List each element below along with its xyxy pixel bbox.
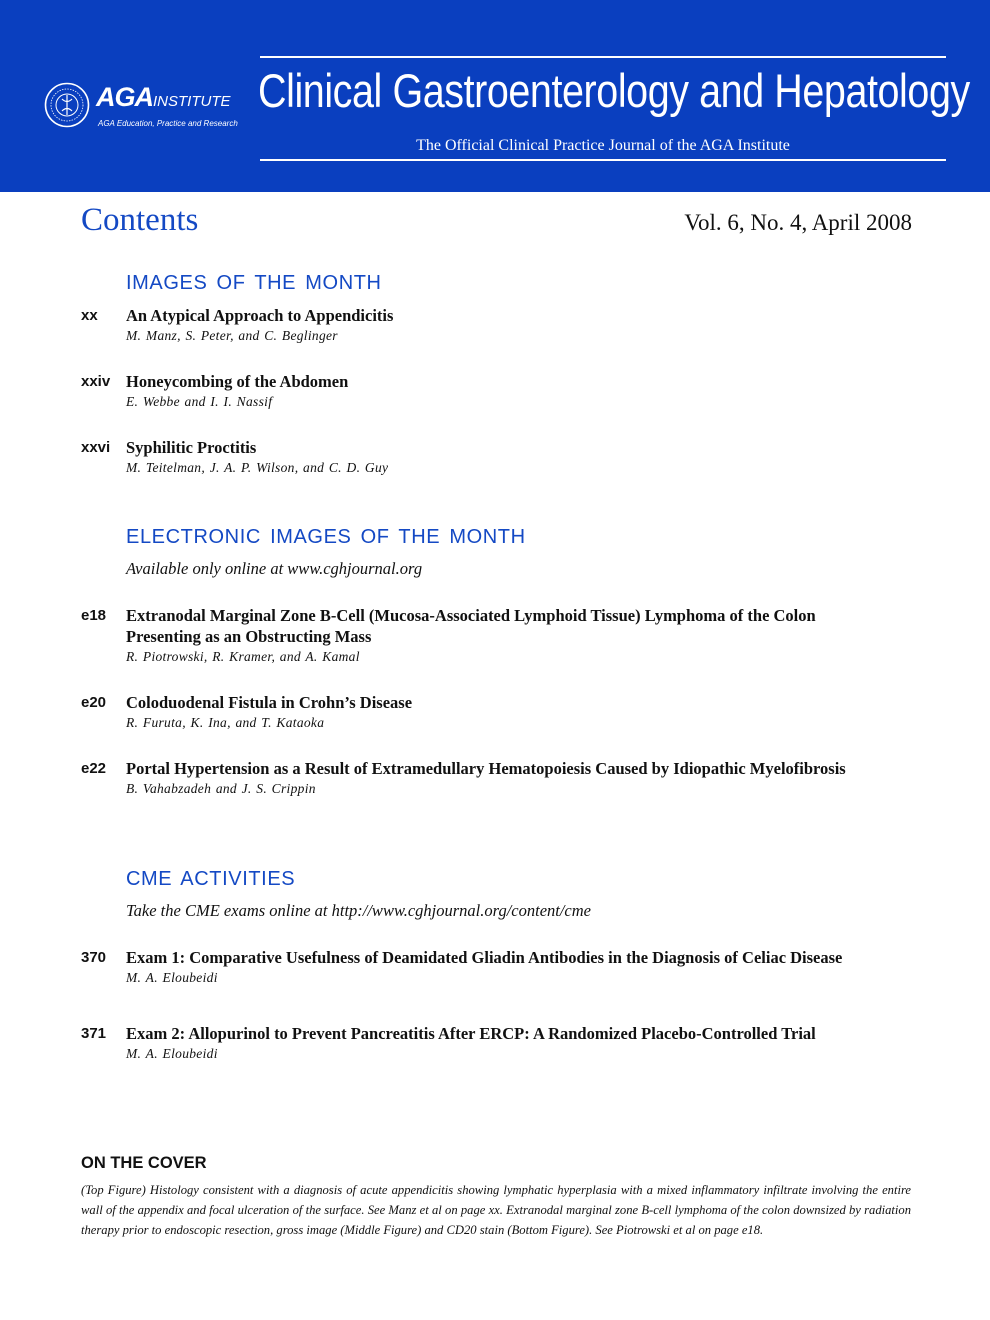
section-note-online: Available only online at www.cghjournal.org bbox=[126, 559, 423, 578]
cover-heading: ON THE COVER bbox=[81, 1154, 207, 1172]
journal-banner bbox=[0, 0, 990, 192]
entry-title: Syphilitic Proctitis bbox=[126, 438, 257, 457]
entry-authors: M. A. Eloubeidi bbox=[126, 970, 218, 985]
toc-entry[interactable] bbox=[81, 371, 871, 412]
section-heading-electronic-images: ELECTRONIC IMAGES OF THE MONTH bbox=[126, 526, 526, 548]
entry-page: 370 bbox=[81, 949, 107, 966]
toc-entry[interactable] bbox=[81, 758, 871, 799]
entry-title: Portal Hypertension as a Result of Extramedullary Hematopoiesis Caused by Idiopathic Myelofibrosis bbox=[126, 759, 846, 778]
section-heading-cme-activities: CME ACTIVITIES bbox=[126, 868, 296, 890]
entry-authors: R. Piotrowski, R. Kramer, and A. Kamal bbox=[126, 649, 360, 664]
toc-entry[interactable] bbox=[81, 692, 871, 733]
entry-title: An Atypical Approach to Appendicitis bbox=[126, 306, 394, 325]
toc-entry[interactable] bbox=[81, 947, 871, 988]
entry-page: e20 bbox=[81, 694, 107, 711]
entry-title: Honeycombing of the Abdomen bbox=[126, 372, 349, 391]
logo-brand: AGA bbox=[96, 82, 153, 112]
toc-entry[interactable] bbox=[81, 605, 871, 667]
aga-seal-icon bbox=[44, 82, 90, 128]
entry-authors: E. Webbe and I. I. Nassif bbox=[126, 394, 273, 409]
entry-authors: M. A. Eloubeidi bbox=[126, 1046, 218, 1061]
contents-heading: Contents bbox=[81, 202, 199, 238]
volume-info: Vol. 6, No. 4, April 2008 bbox=[684, 210, 912, 235]
entry-page: e22 bbox=[81, 760, 107, 777]
section-note-cme: Take the CME exams online at http://www.cghjournal.org/content/cme bbox=[126, 901, 591, 920]
entry-title: Extranodal Marginal Zone B-Cell (Mucosa-Associated Lymphoid Tissue) Lymphoma of the Colon Presenting as an Obstructing Mass bbox=[126, 606, 816, 646]
entry-authors: B. Vahabzadeh and J. S. Crippin bbox=[126, 781, 316, 796]
cover-description: (Top Figure) Histology consistent with a diagnosis of acute appendicitis showing lymphatic hyperplasia with a mixed inflammatory infiltrate involving the entire wall of the appendix and focal ulceration of the surface. See Manz et al on page xx. Extranodal marginal zone B-cell lymphoma of the colon downsized by radiation therapy prior to endoscopic resection, gross image (Middle Figure) and CD20 stain (Bottom Figure). See Piotrowski et al on page e18. bbox=[81, 1183, 911, 1237]
entry-authors: M. Teitelman, J. A. P. Wilson, and C. D. Guy bbox=[126, 460, 389, 475]
aga-institute-logo bbox=[44, 80, 254, 136]
entry-title: Exam 2: Allopurinol to Prevent Pancreatitis After ERCP: A Randomized Placebo-Controlled Trial bbox=[126, 1024, 816, 1043]
entry-page: xx bbox=[81, 307, 98, 324]
entry-title: Coloduodenal Fistula in Crohn’s Disease bbox=[126, 693, 413, 712]
entry-authors: R. Furuta, K. Ina, and T. Kataoka bbox=[126, 715, 325, 730]
toc-entry[interactable] bbox=[81, 1023, 871, 1064]
entry-page: xxiv bbox=[81, 373, 111, 390]
logo-tagline: AGA Education, Practice and Research bbox=[98, 119, 238, 128]
section-heading-images-of-the-month: IMAGES OF THE MONTH bbox=[126, 272, 382, 294]
logo-suffix: INSTITUTE bbox=[153, 93, 231, 110]
banner-rule-bottom bbox=[260, 159, 946, 161]
entry-page: 371 bbox=[81, 1025, 107, 1042]
entry-page: e18 bbox=[81, 607, 107, 624]
banner-rule-top bbox=[260, 56, 946, 58]
journal-title: Clinical Gastroenterology and Hepatology bbox=[258, 64, 970, 117]
entry-title: Exam 1: Comparative Usefulness of Deamidated Gliadin Antibodies in the Diagnosis of Celiac Disease bbox=[126, 948, 843, 967]
entry-authors: M. Manz, S. Peter, and C. Beglinger bbox=[126, 328, 338, 343]
journal-subtitle: The Official Clinical Practice Journal of the AGA Institute bbox=[416, 137, 790, 154]
toc-entry[interactable] bbox=[81, 437, 871, 478]
toc-entry[interactable] bbox=[81, 305, 871, 346]
logo-wordmark bbox=[96, 84, 231, 111]
entry-page: xxvi bbox=[81, 439, 111, 456]
